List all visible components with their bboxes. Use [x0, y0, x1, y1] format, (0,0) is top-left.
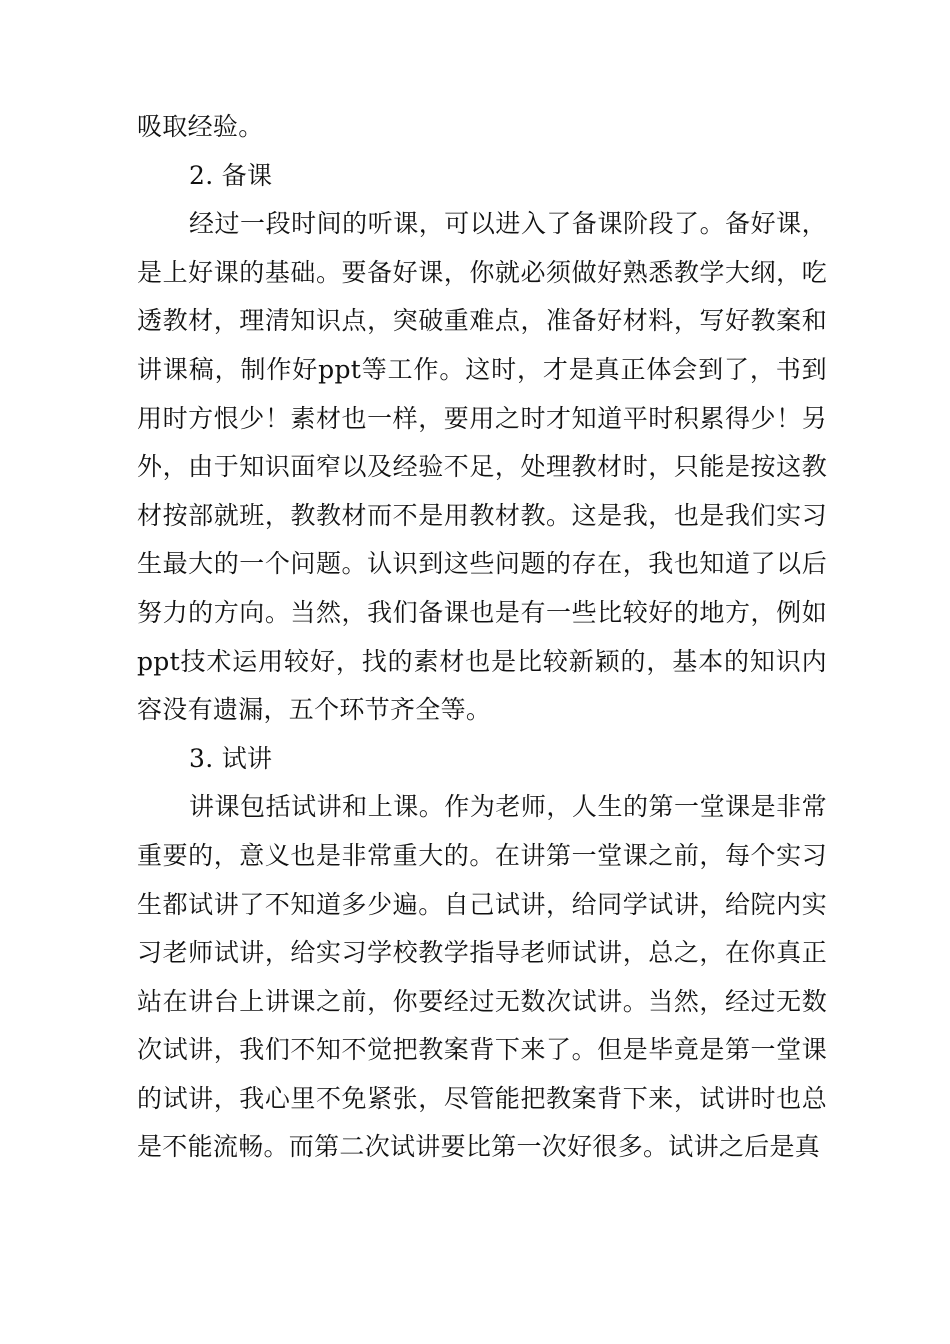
document-body [137, 103, 827, 1172]
paragraph-trial-lecture: 讲课包括试讲和上课。作为老师，人生的第一堂课是非常重要的，意义也是非常重大的。在讲第一堂课之前，每个实习生都试讲了不知道多少遍。自己试讲，给同学试讲，给院内实习老师试讲，给实习学校教学指导老师试讲，总之，在你真正站在讲台上讲课之前，你要经过无数次试讲。当然，经过无数次试讲，我们不知不觉把教案背下来了。但是毕竟是第一堂课的试讲，我心里不免紧张，尽管能把教案背下来，试讲时也总是不能流畅。而第二次试讲要比第一次好很多。试讲之后是真 [137, 792, 827, 1162]
paragraph-lesson-prep: 经过一段时间的听课，可以进入了备课阶段了。备好课，是上好课的基础。要备好课，你就必须做好熟悉教学大纲，吃透教材，理清知识点，突破重难点，准备好材料，写好教案和讲课稿，制作好ppt等工作。这时，才是真正体会到了，书到用时方恨少！素材也一样，要用之时才知道平时积累得少！另外，由于知识面窄以及经验不足，处理教材时，只能是按这教材按部就班，教教材而不是用教材教。这是我，也是我们实习生最大的一个问题。认识到这些问题的存在，我也知道了以后努力的方向。当然，我们备课也是有一些比较好的地方，例如ppt技术运用较好，找的素材也是比较新颖的，基本的知识内容没有遗漏，五个环节齐全等。 [137, 209, 827, 725]
section-heading-trial-lecture: 3. 试讲 [189, 743, 273, 773]
section-heading-lesson-prep: 2. 备课 [189, 160, 273, 190]
paragraph-continued: 吸取经验。 [137, 112, 264, 141]
